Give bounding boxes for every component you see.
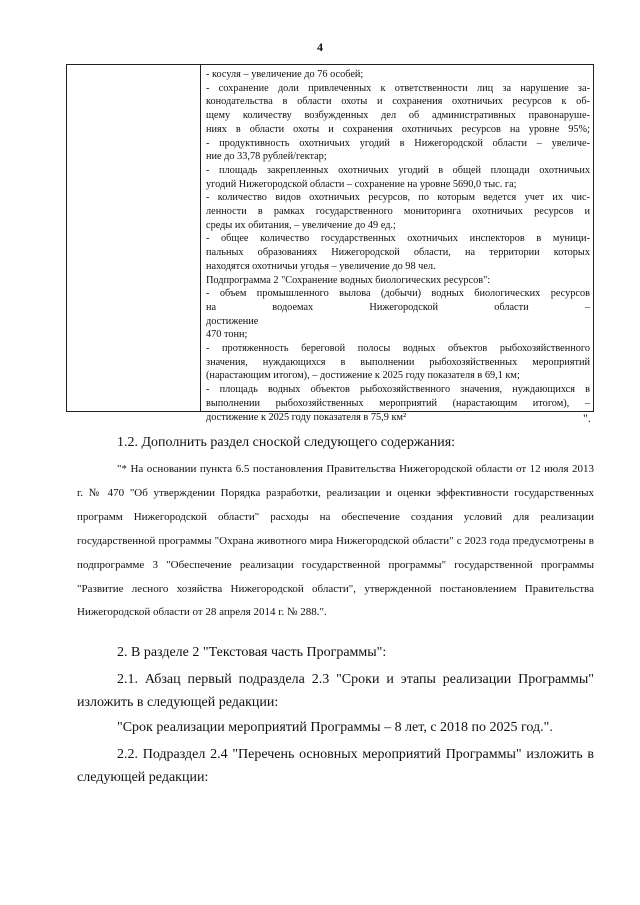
table-line: - количество видов охотничьих ресурсов, по которым ведется учет их чис- xyxy=(206,192,590,204)
table-line: ленности в рамках государственного мониторинга охотничьих ресурсов и xyxy=(206,206,590,218)
table-line: - площадь водных объектов рыбохозяйственного значения, нуждающихся в xyxy=(206,384,590,396)
table-line: - сохранение доли привлеченных к ответственности лиц за нарушение за- xyxy=(206,82,590,94)
table-column-divider xyxy=(200,65,201,411)
table-line: - продуктивность охотничьих угодий в Нижегородской области – увеличе- xyxy=(206,137,590,149)
table-line: - площадь закрепленных охотничьих угодий в общей площади охотничьих xyxy=(206,164,590,176)
table-line: значения, нуждающихся в выполнении рыбохозяйственных мероприятий xyxy=(206,356,590,368)
paragraph-program-term: "Срок реализации мероприятий Программы – 8 лет, с 2018 по 2025 год.". xyxy=(117,720,553,735)
table-line: ниях в области охоты и сохранения охотничьих ресурсов на уровне 95%; xyxy=(206,123,590,135)
table-line: угодий Нижегородской области – сохранение на уровне 5690,0 тыс. га; xyxy=(206,178,517,190)
table-line: - объем промышленного вылова (добычи) водных биологических ресурсов xyxy=(206,288,590,300)
paragraph-add-footnote: 1.2. Дополнить раздел сноской следующего содержания: xyxy=(117,435,456,450)
table-line: пальных образованиях Нижегородской области, на территории которых xyxy=(206,247,590,259)
table-line: среды их обитания, – увеличение до 49 ед.; xyxy=(206,219,396,231)
table-line: достижение к 2025 году показателя в 75,9 км² xyxy=(206,411,407,423)
table-line: - общее количество государственных охотничьих инспекторов в муници- xyxy=(206,233,590,245)
table-cell-targets xyxy=(206,68,590,424)
table-line: выполнении рыбохозяйственных мероприятий (нарастающим итогом), – xyxy=(206,397,590,409)
table-line: 470 тонн; xyxy=(206,329,248,341)
table-line: ние до 33,78 рублей/гектар; xyxy=(206,151,327,163)
table-line: Подпрограмма 2 "Сохранение водных биологических ресурсов": xyxy=(206,274,491,286)
paragraph-item-2-2: 2.2. Подраздел 2.4 "Перечень основных мероприятий Программы" изложить в следующей редакции: xyxy=(77,747,594,785)
table-line: находятся охотничьи угодья – увеличение до 98 чел. xyxy=(206,260,436,272)
table-line: конодательства в области охоты и сохранения охотничьих ресурсов к об- xyxy=(206,96,590,108)
goals-table xyxy=(66,64,594,423)
paragraph-section-2: 2. В разделе 2 "Текстовая часть Программы": xyxy=(117,645,387,660)
paragraph-item-2-1: 2.1. Абзац первый подраздела 2.3 "Сроки и этапы реализации Программы" изложить в следующей редакции: xyxy=(77,672,594,710)
table-line: - косуля – увеличение до 76 особей; xyxy=(206,69,364,80)
page-number: 4 xyxy=(317,40,323,54)
paragraph-footnote-text: "* На основании пункта 6.5 постановления Правительства Нижегородской области от 12 июля 2013 г. № 470 "Об утверждении Порядка разработки, реализации и оценки эффективности государственных программ Нижегородской области" расходы на обеспечение создания условий для реализации государственной программы "Охрана животного мира Нижегородской области" с 2023 года предусмотрены в подпрограмме 3 "Обеспечение реализации государственной программы" государственной программы "Развитие лесного хозяйства Нижегородской области", утвержденной постановлением Правительства Нижегородской области от 28 апреля 2014 г. № 288.". xyxy=(77,463,594,619)
table-line: на водоемах Нижегородской области – достижение xyxy=(206,301,590,327)
table-closing-quote: ". xyxy=(583,411,591,425)
table-line: щему количеству возбужденных дел об административных правонаруше- xyxy=(206,110,590,122)
table-line: - протяженность береговой полосы водных объектов рыбохозяйственного xyxy=(206,343,590,355)
table-line: (нарастающим итогом), – достижение к 2025 году показателя в 69,1 км; xyxy=(206,370,520,382)
